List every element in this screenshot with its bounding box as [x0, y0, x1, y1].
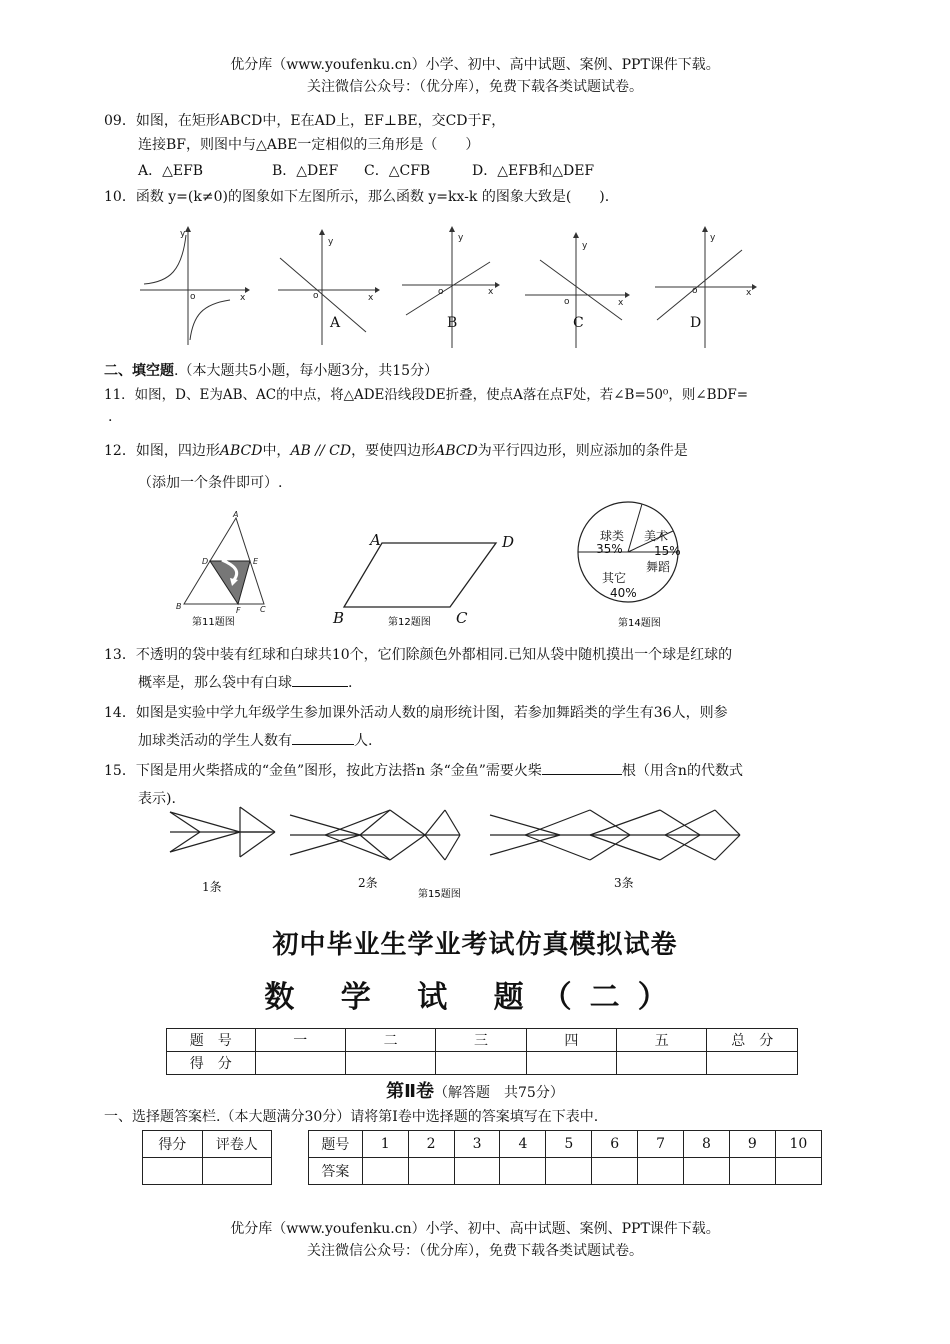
answer-cell-9[interactable]	[729, 1158, 775, 1185]
q15-text: 15．下图是用火柴搭成的“金鱼”图形，按此方法搭n 条“金鱼”需要火柴	[104, 763, 542, 779]
grader-score-cell[interactable]	[143, 1158, 203, 1185]
graphA-x-label: x	[368, 293, 374, 303]
graphA-origin: o	[313, 291, 319, 301]
fig11-caption: 第11题图	[192, 617, 235, 628]
q13-line2	[138, 672, 352, 694]
part2-title: 第Ⅱ卷	[386, 1081, 435, 1102]
score-header-5: 五	[617, 1029, 707, 1052]
grader-name-cell[interactable]	[202, 1158, 271, 1185]
fig11-label-a: A	[233, 510, 239, 519]
part2-desc: （解答题 共75分）	[434, 1085, 564, 1101]
pie-value-arts: 15%	[654, 544, 681, 558]
q12-text-3: ，要使四边形	[351, 443, 436, 459]
grader-score-label: 得分	[143, 1131, 203, 1158]
graphC-origin: o	[564, 297, 570, 307]
pie-label-dance: 舞蹈	[646, 560, 671, 574]
graph-label-d: D	[690, 315, 702, 331]
answer-row-label: 答案	[309, 1158, 363, 1185]
graph0-curve-lower	[190, 300, 230, 340]
graph-label-b: B	[447, 315, 458, 331]
answer-cell-6[interactable]	[592, 1158, 638, 1185]
q15-answer-blank[interactable]	[542, 774, 622, 775]
fish-1-label: 1条	[202, 880, 222, 894]
graphB-y-label: y	[458, 233, 464, 243]
section2-desc: .（本大题共5小题，每小题3分，共15分）	[174, 363, 439, 379]
answer-qno-8: 8	[684, 1131, 730, 1158]
q12-line1	[104, 440, 688, 462]
score-header-4: 四	[526, 1029, 616, 1052]
answer-cell-8[interactable]	[684, 1158, 730, 1185]
pie-label-other: 其它	[602, 571, 627, 585]
answer-qno-3: 3	[454, 1131, 500, 1158]
site-header-line1: 优分库（www.youfenku.cn）小学、初中、高中试题、案例、PPT课件下载。	[230, 57, 720, 73]
q10-text: 10．函数 y=(k≠0)的图象如下左图所示，那么函数 y=kx-k 的图象大致是( ).	[104, 189, 610, 205]
answer-cell-10[interactable]	[775, 1158, 821, 1185]
graph0-curve-upper	[144, 235, 186, 284]
q13-answer-blank[interactable]	[292, 686, 348, 687]
q13-line1: 13．不透明的袋中装有红球和白球共10个，它们除颜色外都相同.已知从袋中随机摸出一个球是红球的	[104, 647, 733, 663]
fish-3	[490, 810, 740, 860]
answer-cell-2[interactable]	[408, 1158, 454, 1185]
q12-text-1: 12．如图，四边形	[104, 443, 220, 459]
graphB-x-label: x	[488, 287, 494, 297]
exam-subtitle: 数 学 试 题（二）	[264, 980, 686, 1015]
fig11-label-f: F	[236, 606, 241, 615]
score-cell-1[interactable]	[255, 1052, 345, 1075]
score-cell-total[interactable]	[707, 1052, 798, 1075]
pie-divider-arts	[628, 504, 642, 552]
score-cell-2[interactable]	[345, 1052, 435, 1075]
pie-label-ball: 球类	[600, 529, 625, 543]
answer-qno-label: 题号	[309, 1131, 363, 1158]
fig11-label-e: E	[253, 557, 259, 566]
q12-math-3: ABCD	[435, 443, 478, 459]
fig12-label-b: B	[333, 609, 345, 627]
answer-qno-4: 4	[500, 1131, 546, 1158]
answer-qno-7: 7	[638, 1131, 684, 1158]
score-row-label: 得 分	[167, 1052, 256, 1075]
pie-value-other: 40%	[610, 586, 637, 600]
q9-line2: 连接BF，则图中与△ABE一定相似的三角形是（ ）	[138, 137, 480, 153]
fig12-label-a: A	[370, 531, 381, 549]
graphD-y-label: y	[710, 233, 716, 243]
q12-line2: （添加一个条件即可）.	[138, 475, 283, 491]
graph0-y-label: y	[180, 229, 186, 239]
fig12-caption: 第12题图	[388, 617, 431, 628]
answer-table-qno-row	[309, 1131, 822, 1158]
answer-qno-2: 2	[408, 1131, 454, 1158]
answer-qno-9: 9	[729, 1131, 775, 1158]
graph-label-c: C	[573, 315, 584, 331]
score-cell-4[interactable]	[526, 1052, 616, 1075]
score-cell-3[interactable]	[436, 1052, 526, 1075]
graphD-origin: o	[692, 286, 698, 296]
fish-2	[290, 810, 460, 860]
graphB-line	[406, 262, 490, 315]
q12-text-4: 为平行四边形，则应添加的条件是	[477, 443, 688, 459]
fig11-label-d: D	[202, 557, 209, 566]
score-header-1: 一	[255, 1029, 345, 1052]
q10-graphs	[130, 220, 770, 350]
score-header-3: 三	[436, 1029, 526, 1052]
site-header-line2: 关注微信公众号：（优分库），免费下载各类试题试卷。	[307, 79, 643, 95]
exam-title: 初中毕业生学业考试仿真模拟试卷	[272, 930, 678, 960]
graphC-x-label: x	[618, 298, 624, 308]
graphC-line	[540, 260, 622, 320]
fish-2-label: 2条	[358, 876, 378, 890]
graph0-x-label: x	[240, 293, 246, 303]
graphD-x-label: x	[746, 288, 752, 298]
graphD-line	[657, 250, 742, 320]
graphA-y-label: y	[328, 237, 334, 247]
answer-table	[308, 1130, 822, 1185]
q9-option-b: B．△DEF	[272, 163, 339, 179]
q12-math-2: AB // CD	[290, 443, 352, 459]
score-table-header-row	[167, 1029, 798, 1052]
answer-table-answer-row	[309, 1158, 822, 1185]
part2-heading	[0, 1080, 950, 1105]
q15-text-end: 根（用含n的代数式	[621, 763, 743, 779]
answer-cell-7[interactable]	[638, 1158, 684, 1185]
graphA-line	[280, 258, 366, 332]
answer-qno-5: 5	[546, 1131, 592, 1158]
q11-line2: .	[108, 409, 113, 425]
q13-text-end: .	[348, 675, 353, 691]
q9-option-d: D．△EFB和△DEF	[472, 163, 595, 179]
q14-text-end: 人.	[354, 733, 373, 749]
fig14-pie-chart	[570, 500, 690, 635]
q15-line1	[104, 760, 743, 782]
q14-text: 加球类活动的学生人数有	[138, 733, 292, 749]
q14-answer-blank[interactable]	[292, 744, 354, 745]
score-table-score-row	[167, 1052, 798, 1075]
q9-option-a: A．△EFB	[138, 163, 204, 179]
graph-label-a: A	[330, 315, 341, 331]
q13-text: 概率是，那么袋中有白球	[138, 675, 292, 691]
answer-section-text: 一、选择题答案栏.（本大题满分30分）请将第Ⅰ卷中选择题的答案填写在下表中.	[104, 1109, 599, 1125]
pie-label-arts: 美术	[644, 529, 669, 543]
answer-qno-10: 10	[775, 1131, 821, 1158]
score-header-2: 二	[345, 1029, 435, 1052]
score-table	[166, 1028, 798, 1075]
score-header-total: 总 分	[707, 1029, 798, 1052]
fig12-label-c: C	[456, 609, 468, 627]
fig11-triangle	[170, 508, 280, 633]
q12-text-2: 中，	[262, 443, 291, 459]
pie-value-ball: 35%	[596, 542, 623, 556]
score-header-qno: 题 号	[167, 1029, 256, 1052]
answer-cell-4[interactable]	[500, 1158, 546, 1185]
fig15-matchstick-fish	[160, 805, 880, 905]
answer-cell-5[interactable]	[546, 1158, 592, 1185]
graphB-origin: o	[438, 287, 444, 297]
answer-cell-1[interactable]	[362, 1158, 408, 1185]
q9-line1: 09．如图，在矩形ABCD中，E在AD上，EF⊥BE，交CD于F，	[104, 113, 506, 129]
q14-line1: 14．如图是实验中学九年级学生参加课外活动人数的扇形统计图，若参加舞蹈类的学生有36人，则参	[104, 705, 728, 721]
q11-line1: 11．如图，D、E为AB、AC的中点，将△ADE沿线段DE折叠，使点A落在点F处，若∠B=50⁰，则∠BDF=	[104, 387, 749, 403]
section2-heading	[104, 360, 438, 382]
score-cell-5[interactable]	[617, 1052, 707, 1075]
fig12-label-d: D	[502, 533, 515, 551]
fish-1	[170, 807, 275, 857]
fig11-label-b: B	[176, 602, 182, 611]
section2-title: 二、填空题	[104, 363, 174, 379]
grader-name-label: 评卷人	[202, 1131, 271, 1158]
fig15-caption: 第15题图	[418, 889, 461, 900]
graphC-y-label: y	[582, 241, 588, 251]
q9-option-c: C．△CFB	[364, 163, 431, 179]
site-footer-line2: 关注微信公众号：（优分库），免费下载各类试题试卷。	[307, 1243, 643, 1259]
fig14-caption: 第14题图	[618, 618, 661, 629]
fig11-label-c: C	[260, 605, 266, 614]
fig12-parallelogram	[330, 525, 530, 635]
q12-math-1: ABCD	[219, 443, 263, 459]
site-footer-line1: 优分库（www.youfenku.cn）小学、初中、高中试题、案例、PPT课件下载。	[230, 1221, 720, 1237]
q15-line2: 表示).	[138, 791, 176, 807]
answer-qno-1: 1	[362, 1131, 408, 1158]
answer-cell-3[interactable]	[454, 1158, 500, 1185]
q14-line2	[138, 730, 372, 752]
grader-table	[142, 1130, 272, 1185]
fish-3-label: 3条	[614, 876, 634, 890]
graph0-origin: o	[190, 292, 196, 302]
answer-qno-6: 6	[592, 1131, 638, 1158]
